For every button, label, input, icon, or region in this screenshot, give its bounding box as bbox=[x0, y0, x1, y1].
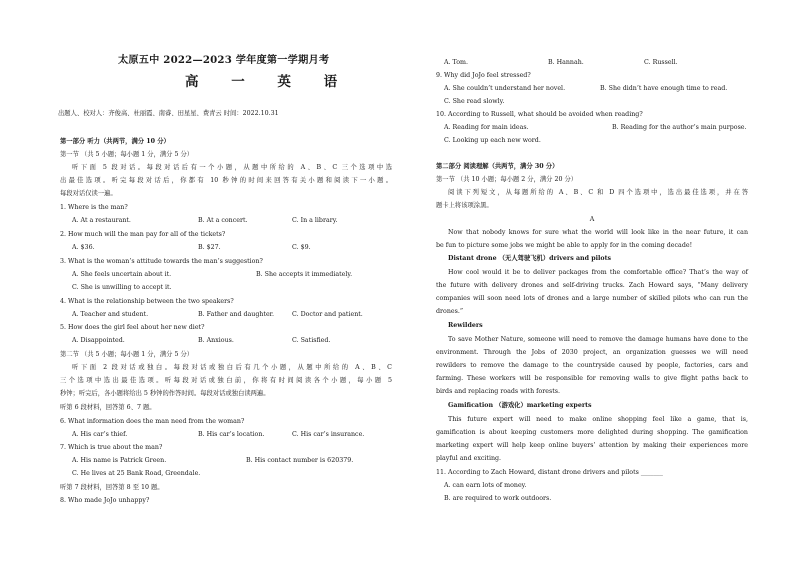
q2-option-a: A. $36. bbox=[72, 244, 95, 251]
passage-line: farming. These workers will be responsible for removing walls to give flight paths back to bbox=[436, 375, 748, 382]
passage-line: rewilders to remove the damage to the countryside caused by people, factories, cars and bbox=[436, 362, 748, 369]
q10-option-b: B. Reading for the author’s main purpose. bbox=[612, 124, 747, 131]
q7-option-a: A. His name is Patrick Green. bbox=[72, 457, 167, 464]
passage-line: gamification is about keeping customers more delighted during shopping. The gamification bbox=[436, 429, 748, 436]
q9-option-a: A. She couldn’t understand her novel. bbox=[444, 85, 566, 92]
passage-line: birds and replacing roads with forests. bbox=[436, 388, 560, 395]
subheading-rewilders: Rewilders bbox=[448, 322, 483, 329]
question-3: 3. What is the woman’s attitude towards the man’s suggestion? bbox=[60, 258, 263, 265]
exam-title: 太原五中 2022—2023 学年度第一学期月考 bbox=[118, 54, 330, 66]
q8-option-b: B. Hannah. bbox=[548, 59, 584, 66]
q4-option-a: A. Teacher and student. bbox=[72, 311, 149, 318]
q10-option-a: A. Reading for main ideas. bbox=[444, 124, 529, 131]
reading-section1-heading: 第一节 （共 10 小题；每小题 2 分，满分 20 分） bbox=[436, 176, 578, 183]
q5-option-a: A. Disappointed. bbox=[72, 337, 125, 344]
q11-option-a: A. can earn lots of money. bbox=[444, 482, 527, 489]
passage-label: A bbox=[589, 216, 595, 223]
listen-instruction-6: 听第 6 段材料，回答第 6、7 题。 bbox=[60, 404, 156, 411]
subject-title: 高 一 英 语 bbox=[185, 74, 352, 90]
listen-instruction-7: 听第 7 段材料，回答第 8 至 10 题。 bbox=[60, 484, 164, 491]
section1-intro-line: 每段对话仅读一遍。 bbox=[60, 190, 117, 197]
q9-option-b: B. She didn’t have enough time to read. bbox=[600, 85, 728, 92]
q5-option-b: B. Anxious. bbox=[198, 337, 234, 344]
q7-option-b: B. His contact number is 620379. bbox=[246, 457, 354, 464]
question-9: 9. Why did JoJo feel stressed? bbox=[436, 72, 531, 79]
question-6: 6. What information does the man need from the woman? bbox=[60, 418, 245, 425]
passage-line: How cool would it be to deliver packages from the comfortable office? That’s the way of bbox=[448, 269, 748, 276]
passage-line: To save Mother Nature, someone will need to remove the damage humans have done to the bbox=[448, 336, 748, 343]
byline: 出题人、校对人：齐俊高、杜丽霞、南睿、田星星、费青云 时间：2022.10.31 bbox=[58, 110, 279, 117]
passage-line: This future expert will need to make online shopping feel like a game, that is, bbox=[448, 416, 748, 423]
q8-option-c: C. Russell. bbox=[644, 59, 678, 66]
question-8: 8. Who made JoJo unhappy? bbox=[60, 497, 150, 504]
section2-heading: 第二节 （共 5 小题；每小题 1 分，满分 5 分） bbox=[60, 351, 194, 358]
passage-line: be fun to picture some jobs we might be able to apply for in the coming decade! bbox=[436, 242, 693, 249]
q9-option-c: C. She read slowly. bbox=[444, 98, 505, 105]
section1-heading: 第一节 （共 5 小题；每小题 1 分，满分 5 分） bbox=[60, 151, 194, 158]
q8-option-a: A. Tom. bbox=[444, 59, 469, 66]
passage-line: playful and exciting. bbox=[436, 455, 502, 462]
part1-heading: 第一部分 听力（共两节，满分 10 分） bbox=[60, 138, 170, 145]
question-10: 10. According to Russell, what should be avoided when reading? bbox=[436, 111, 643, 118]
subheading-gamification: Gamification （游戏化）marketing experts bbox=[448, 402, 592, 409]
passage-line: companies will soon need lots of drones and a large number of skilled pilots who can run the bbox=[436, 295, 748, 302]
q3-option-c: C. She is unwilling to accept it. bbox=[72, 284, 172, 291]
question-11: 11. According to Zach Howard, distant drone drivers and pilots _______ bbox=[436, 469, 663, 476]
part2-heading: 第二部分 阅读理解（共两节，满分 30 分） bbox=[436, 163, 559, 170]
q3-option-b: B. She accepts it immediately. bbox=[256, 271, 353, 278]
passage-line: the future with delivery drones and self-driving trucks. Zach Howard says, “Many delivery bbox=[436, 282, 748, 289]
question-5: 5. How does the girl feel about her new diet? bbox=[60, 324, 205, 331]
section2-intro-line: 三个选项中选出最佳选项。听每段对话或独白前，你将有时间阅读各个小题，每小题 5 bbox=[60, 377, 392, 384]
q6-option-c: C. His car’s insurance. bbox=[292, 431, 365, 438]
q6-option-a: A. His car’s thief. bbox=[72, 431, 128, 438]
q5-option-c: C. Satisfied. bbox=[292, 337, 331, 344]
passage-line: marketing expert will help keep online buyers’ attention by making their experiences more bbox=[436, 442, 748, 449]
q4-option-b: B. Father and daughter. bbox=[198, 311, 274, 318]
q1-option-c: C. In a library. bbox=[292, 217, 338, 224]
question-2: 2. How much will the man pay for all of the tickets? bbox=[60, 231, 226, 238]
passage-line: drones.” bbox=[436, 308, 464, 315]
q10-option-c: C. Looking up each new word. bbox=[444, 137, 541, 144]
question-4: 4. What is the relationship between the two speakers? bbox=[60, 298, 234, 305]
q7-option-c: C. He lives at 25 Bank Road, Greendale. bbox=[72, 470, 201, 477]
q6-option-b: B. His car’s location. bbox=[198, 431, 265, 438]
section2-intro-line: 听下面 2 段对话或独白。每段对话或独白后有几个小题，从题中所给的 A、B、C bbox=[72, 364, 392, 371]
q2-option-c: C. $9. bbox=[292, 244, 311, 251]
q4-option-c: C. Doctor and patient. bbox=[292, 311, 363, 318]
reading-intro-line: 题卡上将该项涂黑。 bbox=[436, 202, 493, 209]
question-1: 1. Where is the man? bbox=[60, 204, 128, 211]
passage-line: Now that nobody knows for sure what the world will look like in the near future, it can bbox=[448, 229, 748, 236]
q1-option-b: B. At a concert. bbox=[198, 217, 248, 224]
q3-option-a: A. She feels uncertain about it. bbox=[72, 271, 172, 278]
section1-intro-line: 出最佳选项。听完每段对话后，你都有 10 秒钟的时间来回答有关小题和阅读下一小题。 bbox=[60, 177, 392, 184]
right-column bbox=[436, 0, 748, 561]
q11-option-b: B. are required to work outdoors. bbox=[444, 495, 552, 502]
q1-option-a: A. At a restaurant. bbox=[72, 217, 131, 224]
left-column bbox=[60, 0, 394, 561]
question-7: 7. Which is true about the man? bbox=[60, 444, 163, 451]
reading-intro-line: 阅读下列短文，从每题所给的 A、B、C 和 D 四个选项中，选出最佳选项，并在答 bbox=[448, 189, 748, 196]
section2-intro-line: 秒钟；听完后，各小题将给出 5 秒钟的作答时间。每段对话或独白读两遍。 bbox=[60, 390, 270, 397]
q2-option-b: B. $27. bbox=[198, 244, 221, 251]
section1-intro-line: 听下面 5 段对话。每段对话后有一个小题，从题中所给的 A、B、C 三个选项中选 bbox=[72, 164, 392, 171]
passage-line: environment. Through the Jobs of 2030 project, an organization guesses we will need bbox=[436, 349, 748, 356]
subheading-drone-pilots: Distant drone （无人驾驶飞机）drivers and pilots bbox=[448, 255, 612, 262]
